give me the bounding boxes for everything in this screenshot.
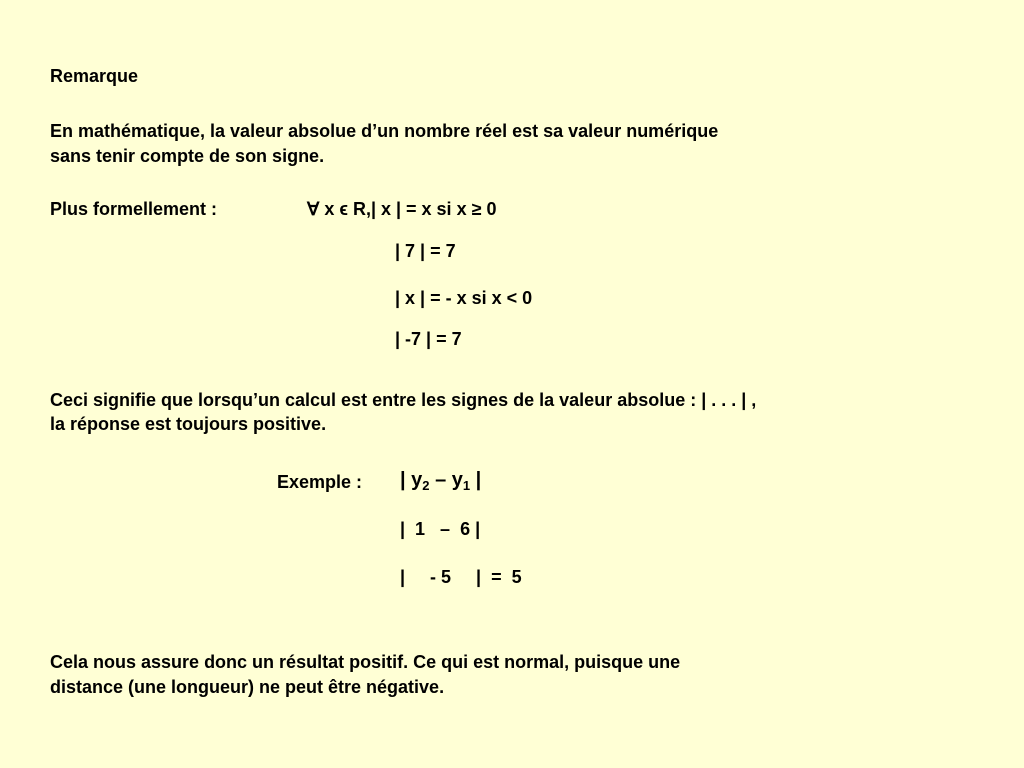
meaning-line-1: Ceci signifie que lorsqu’un calcul est entre les signes de la valeur absolue : | . . . | , xyxy=(50,390,757,410)
example-step-2: | - 5 | = 5 xyxy=(400,567,522,587)
expr-close: | xyxy=(470,469,482,491)
rule-negative: | x | = - x si x < 0 xyxy=(395,288,533,308)
subscript-1: 1 xyxy=(462,478,471,493)
intro-line-1: En mathématique, la valeur absolue d’un nombre réel est sa valeur numérique xyxy=(50,121,719,141)
rule-positive: ∀ x ϵ R,| x | = x si x ≥ 0 xyxy=(307,199,497,219)
expr-mid: – y xyxy=(429,469,463,491)
heading: Remarque xyxy=(50,66,139,86)
example-step-1: | 1 – 6 | xyxy=(400,519,481,539)
example-negative: | -7 | = 7 xyxy=(395,329,462,349)
meaning-line-2: la réponse est toujours positive. xyxy=(50,414,327,434)
conclusion-line-2: distance (une longueur) ne peut être négative. xyxy=(50,677,445,697)
example-label: Exemple : xyxy=(277,472,363,492)
formal-label: Plus formellement : xyxy=(50,199,218,219)
intro-line-2: sans tenir compte de son signe. xyxy=(50,146,325,166)
subscript-2: 2 xyxy=(422,478,430,493)
conclusion-line-1: Cela nous assure donc un résultat positif. Ce qui est normal, puisque une xyxy=(50,652,681,672)
expr-open: | y xyxy=(400,469,423,491)
example-expression xyxy=(400,468,481,492)
example-positive: | 7 | = 7 xyxy=(395,241,456,261)
